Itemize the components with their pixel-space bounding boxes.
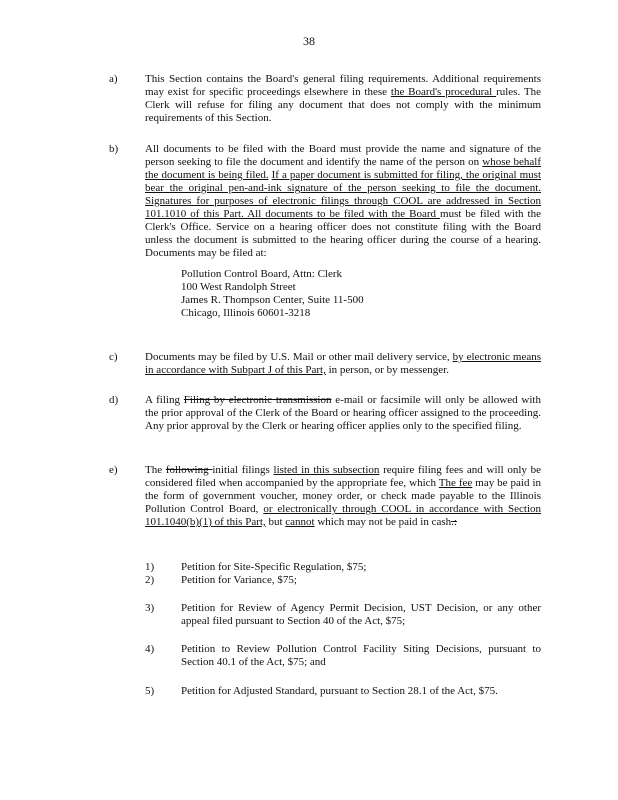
- text-segment: The: [145, 464, 166, 476]
- fee-number: 2): [145, 574, 155, 586]
- paragraph-body: [145, 394, 541, 433]
- underlined-insertion: cannot: [285, 516, 315, 528]
- text-segment: Documents may be filed by U.S. Mail or other mail delivery service,: [145, 351, 453, 363]
- text-segment: but: [265, 516, 286, 528]
- text-segment: This Section contains the Board's general filing requirements. Additional requirements may exist for specific proceedings elsewhere in these: [145, 73, 541, 98]
- text-segment: All documents to be filed with the Board must provide the name and signature of the person seeking to file the document and identify the name of the person on: [145, 143, 541, 168]
- underlined-insertion: the Board's procedural: [390, 86, 497, 98]
- fee-text: Petition for Adjusted Standard, pursuant to Section 28.1 of the Act, $75.: [181, 685, 498, 697]
- fee-text: Petition to Review Pollution Control Facility Siting Decisions, pursuant to Section 40.1 of the Act, $75; and: [181, 643, 541, 668]
- clerk-address: [181, 268, 541, 320]
- underlined-insertion: If a paper document is submitted for filing, the original must bear the original pen-and-ink signature of the person seeking to file the document. Signatures for purposes of electronic filings through COOL are addressed in Section 101.1010 of this Part. All documents to be filed with the Board: [145, 169, 541, 220]
- struck-deletion: .:: [451, 516, 457, 528]
- paragraph-label: c): [109, 351, 118, 363]
- address-line: 100 West Randolph Street: [181, 281, 296, 293]
- text-segment: initial filings: [212, 464, 274, 476]
- text-segment: must be filed with the Clerk's Office. Service on a hearing officer does not constitute filing with the Board unless the document is submitted to the hearing officer during the course of a hearing. Documents may be filed at:: [145, 208, 541, 259]
- underlined-insertion: by electronic means in accordance with Subpart J of this Part,: [145, 351, 541, 376]
- underlined-insertion: or electronically through COOL in accordance with Section 101.1040(b)(1) of this Part,: [145, 503, 541, 528]
- paragraph-body: [145, 143, 541, 320]
- text-segment: which may not be paid in cash: [314, 516, 452, 528]
- address-line: James R. Thompson Center, Suite 11-500: [181, 294, 364, 306]
- address-line: Chicago, Illinois 60601-3218: [181, 307, 311, 319]
- paragraph-body: [145, 73, 541, 125]
- underlined-insertion: listed in this subsection: [273, 464, 380, 476]
- text-segment: in person, or by messenger.: [325, 364, 449, 376]
- paragraph-label: e): [109, 464, 118, 476]
- struck-deletion: following: [165, 464, 213, 476]
- paragraph-body: [145, 351, 541, 377]
- address-line: Pollution Control Board, Attn: Clerk: [181, 268, 343, 280]
- paragraph-label: a): [109, 73, 118, 85]
- fee-number: 4): [145, 643, 155, 655]
- text-segment: A filing: [145, 394, 184, 406]
- paragraph-label: d): [109, 394, 119, 406]
- paragraph-body: [145, 464, 541, 529]
- fee-text: Petition for Variance, $75;: [181, 574, 297, 586]
- fee-text: Petition for Site-Specific Regulation, $75;: [181, 561, 367, 573]
- underlined-insertion: The fee: [438, 477, 473, 489]
- text-segment: may be paid in the form of government voucher, money order, or check made payable to the Illinois Pollution Control Board,: [145, 477, 541, 515]
- page-number: 38: [303, 34, 315, 48]
- fee-number: 1): [145, 561, 155, 573]
- struck-deletion: Filing by electronic transmission: [183, 394, 332, 406]
- fee-text: Petition for Review of Agency Permit Decision, UST Decision, or any other appeal filed pursuant to Section 40 of the Act, $75;: [181, 602, 541, 627]
- fee-number: 5): [145, 685, 155, 697]
- underlined-insertion: whose behalf the document is being filed.: [145, 156, 542, 181]
- paragraph-label: b): [109, 143, 119, 155]
- fee-number: 3): [145, 602, 155, 614]
- text-segment: e-mail or facsimile will only be allowed with the prior approval of the Clerk of the Board or hearing officer assigned to the proceeding. Any prior approval by the Clerk or hearing officer applies only to the specified filing.: [145, 394, 541, 432]
- text-segment: rules. The Clerk will refuse for filing any document that does not comply with the minimum requirements of this Section.: [145, 86, 541, 124]
- text-segment: require filing fees and will only be considered filed when accompanied by the appropriate fee, which: [145, 464, 541, 489]
